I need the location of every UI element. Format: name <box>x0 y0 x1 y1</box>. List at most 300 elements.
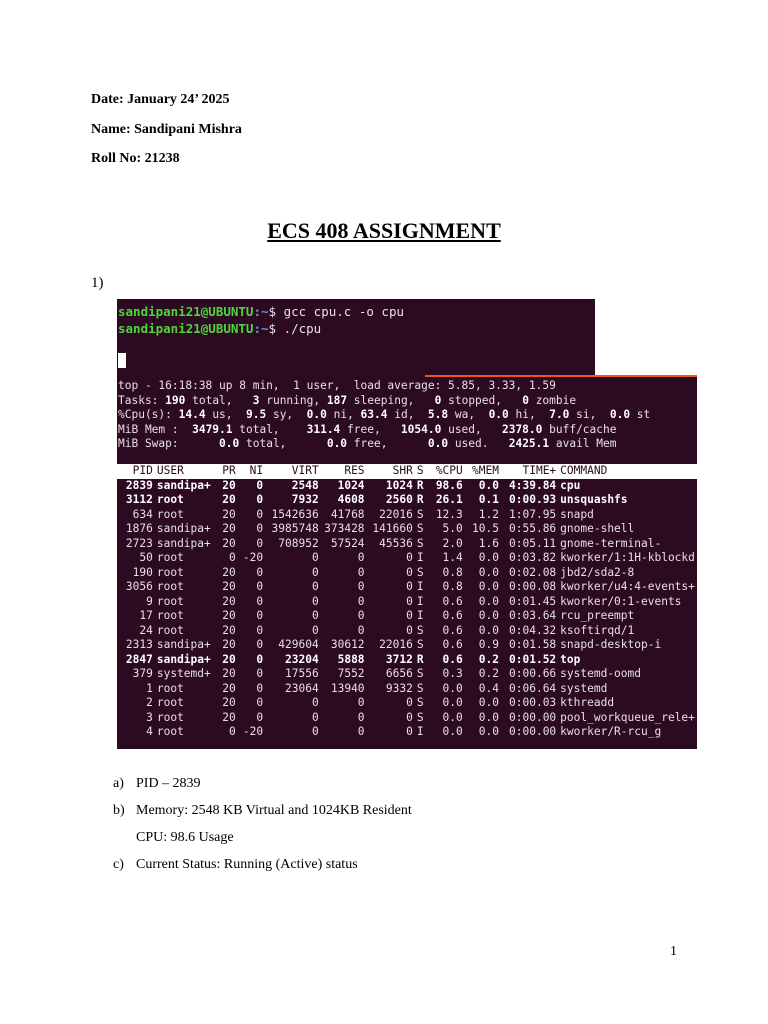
table-cell: 5888 <box>337 652 365 666</box>
table-cell: 0.0 <box>478 696 499 709</box>
table-cell: root <box>156 551 184 564</box>
table-cell: 20 <box>222 667 236 680</box>
table-cell: 0 <box>311 696 319 709</box>
table-cell: 1024 <box>337 478 365 492</box>
table-cell: 0 <box>311 609 319 622</box>
table-cell: 0.0 <box>478 609 499 622</box>
table-cell: 0 <box>406 551 413 564</box>
top-summary-segment: 1054.0 <box>400 422 442 436</box>
table-cell: 0 <box>406 565 413 579</box>
top-summary-segment: stopped, <box>441 393 523 407</box>
table-cell: 0 <box>406 623 413 637</box>
top-summary-segment: %Cpu(s): <box>118 408 179 422</box>
table-cell: 9332 <box>385 681 413 695</box>
table-cell: 0.0 <box>442 681 463 695</box>
table-cell: R <box>416 493 424 506</box>
top-summary-segment: si, <box>569 408 610 422</box>
table-cell: 0:55.86 <box>509 522 557 535</box>
table-cell: 17 <box>139 609 153 622</box>
table-cell: 373428 <box>324 522 365 535</box>
top-summary-segment: st <box>630 408 651 422</box>
table-cell: 0 <box>229 725 236 738</box>
table-cell: sandipa+ <box>156 536 211 550</box>
table-cell: 0.3 <box>442 667 463 680</box>
column-header: PR <box>214 464 237 479</box>
table-cell: 0:01.52 <box>509 652 557 666</box>
table-cell: unsquashfs <box>560 493 628 506</box>
table-cell: 0.9 <box>478 638 499 651</box>
top-summary-segment: 0.0 <box>219 437 240 451</box>
table-cell: 0 <box>357 594 365 608</box>
table-cell: 0 <box>256 696 264 709</box>
date-line: Date: January 24’ 2025 <box>91 92 230 107</box>
top-summary-line <box>118 423 616 438</box>
table-cell: 0 <box>406 710 413 724</box>
table-cell: 0.0 <box>478 580 499 593</box>
table-cell: 0 <box>406 696 413 709</box>
table-cell: 2 <box>146 696 153 709</box>
table-cell: sandipa+ <box>156 522 211 535</box>
top-summary-segment: 0.0 <box>326 437 348 451</box>
terminal-line-compile <box>118 304 404 319</box>
table-cell: 0 <box>406 609 413 622</box>
top-summary-segment: 0.0 <box>488 408 509 422</box>
table-cell: systemd+ <box>156 667 211 680</box>
table-cell: root <box>156 594 184 608</box>
table-cell: 3056 <box>125 580 153 593</box>
table-cell: 2560 <box>385 493 413 506</box>
table-cell: 1542636 <box>271 507 319 521</box>
table-cell: 0 <box>357 565 365 579</box>
table-cell: 9 <box>146 594 153 608</box>
table-cell: 0.6 <box>442 638 463 651</box>
table-cell: 0 <box>256 638 264 651</box>
table-cell: 57524 <box>330 536 365 550</box>
table-cell: 0.0 <box>478 623 499 637</box>
table-cell: 0 <box>256 667 264 680</box>
table-row <box>117 537 697 552</box>
table-row <box>117 696 697 711</box>
top-summary-segment: running, <box>259 393 327 407</box>
terminal-compile-screenshot <box>117 299 595 375</box>
top-summary-segment: 9.5 <box>246 408 267 422</box>
table-cell: 0:01.45 <box>509 594 557 608</box>
name-line: Name: Sandipani Mishra <box>91 122 242 137</box>
table-cell: kworker/1:1H-kblockd <box>560 551 695 564</box>
column-header: %MEM <box>465 464 501 479</box>
table-cell: S <box>416 507 424 521</box>
table-cell: 41768 <box>330 507 365 521</box>
top-summary-segment: wa, <box>448 408 489 422</box>
table-cell: 0 <box>256 478 264 492</box>
table-cell: systemd <box>560 681 608 695</box>
table-cell: 4608 <box>337 493 365 506</box>
page-number: 1 <box>670 944 677 959</box>
table-cell: 0 <box>256 594 264 608</box>
top-summary-segment: 0 <box>434 393 442 407</box>
process-table <box>117 464 697 740</box>
top-summary-segment: 190 <box>165 393 186 407</box>
table-cell: 0 <box>256 580 264 593</box>
table-cell: 10.5 <box>472 522 499 535</box>
top-summary-segment: id, <box>387 408 428 422</box>
table-cell: 1 <box>146 681 153 695</box>
column-header: %CPU <box>429 464 465 479</box>
table-cell: root <box>156 609 184 622</box>
column-header: NI <box>238 464 265 479</box>
prompt-path: :~ <box>253 304 269 319</box>
table-cell: 20 <box>222 696 236 709</box>
top-summary-segment: total, <box>239 437 327 451</box>
table-cell: 20 <box>222 507 236 521</box>
table-cell: 0.6 <box>442 609 463 622</box>
table-cell: 0.6 <box>442 623 463 637</box>
top-summary-segment: MiB Mem : <box>118 422 193 436</box>
compile-command: $ gcc cpu.c -o cpu <box>268 304 404 319</box>
table-cell: 0.6 <box>442 594 463 608</box>
top-summary-segment: 3479.1 <box>192 422 233 436</box>
table-row <box>117 653 697 668</box>
table-cell: 0 <box>311 551 319 564</box>
table-cell: 0:00.00 <box>509 725 557 738</box>
column-header: S <box>415 464 429 479</box>
table-row <box>117 624 697 639</box>
top-summary-segment: free, <box>347 437 428 451</box>
table-cell: 5.0 <box>442 522 463 535</box>
top-summary-segment: hi, <box>508 408 550 422</box>
table-cell: 23204 <box>285 652 319 666</box>
top-summary-segment: 0.0 <box>427 437 449 451</box>
table-cell: 26.1 <box>435 493 463 506</box>
table-cell: root <box>156 696 184 709</box>
table-cell: 0 <box>311 580 319 593</box>
table-cell: 0.8 <box>442 565 463 579</box>
table-cell: 0:04.32 <box>509 623 557 637</box>
table-cell: 429604 <box>278 638 319 651</box>
column-header: USER <box>155 464 215 479</box>
table-cell: S <box>416 710 424 724</box>
table-cell: 20 <box>222 681 236 695</box>
table-cell: S <box>416 681 424 695</box>
table-cell: 20 <box>222 565 236 579</box>
top-summary-segment: 2425.1 <box>508 437 550 451</box>
table-cell: 0 <box>357 696 365 709</box>
table-cell: 13940 <box>330 681 365 695</box>
table-cell: 3 <box>146 710 153 724</box>
table-cell: S <box>416 522 424 535</box>
table-cell: root <box>156 710 184 724</box>
top-summary-segment: top - 16:18:38 up 8 min, 1 user, load average: 5.85, 3.33, 1.59 <box>118 379 556 392</box>
table-row <box>117 609 697 624</box>
table-cell: sandipa+ <box>156 478 211 492</box>
table-cell: 23064 <box>285 681 319 695</box>
column-header: SHR <box>367 464 415 479</box>
table-cell: kworker/0:1-events <box>560 594 682 608</box>
table-cell: 1.6 <box>478 536 499 550</box>
table-cell: top <box>560 652 581 666</box>
table-cell: R <box>416 478 424 492</box>
table-cell: 0 <box>256 522 264 535</box>
table-cell: 3985748 <box>271 522 319 535</box>
top-summary-segment: sleeping, <box>347 393 435 407</box>
table-cell: 0:05.11 <box>509 536 557 550</box>
table-cell: 0.2 <box>478 652 499 666</box>
table-row <box>117 479 697 494</box>
table-cell: 98.6 <box>435 478 463 492</box>
table-cell: 0.8 <box>442 580 463 593</box>
table-cell: I <box>416 580 424 593</box>
table-row <box>117 566 697 581</box>
question-number: 1) <box>91 275 104 291</box>
table-cell: 0:06.64 <box>509 681 557 695</box>
table-cell: 0:00.00 <box>509 710 557 724</box>
top-summary-segment: Tasks: <box>118 393 166 407</box>
process-table-header <box>117 464 697 479</box>
table-cell: 20 <box>222 493 236 506</box>
table-cell: 20 <box>222 638 236 651</box>
table-cell: 0 <box>256 623 264 637</box>
roll-line: Roll No: 21238 <box>91 151 180 166</box>
terminal-line-run <box>118 321 321 336</box>
table-cell: 45536 <box>379 536 413 550</box>
table-cell: 0:00.03 <box>509 696 557 709</box>
prompt-user: sandipani21@UBUNTU <box>118 304 254 319</box>
table-cell: 190 <box>132 565 153 579</box>
terminal-cursor <box>118 353 126 368</box>
table-cell: 1.2 <box>478 507 499 521</box>
table-cell: 4:39.84 <box>509 478 557 492</box>
top-summary-segment: total, <box>185 393 253 407</box>
top-summary-segment: 3 <box>252 393 260 407</box>
top-summary-line <box>118 408 650 423</box>
table-cell: 0 <box>256 493 264 506</box>
table-cell: 2723 <box>125 536 153 550</box>
table-cell: root <box>156 681 184 695</box>
table-cell: kworker/R-rcu_g <box>560 725 662 738</box>
top-summary-segment: zombie <box>528 393 577 407</box>
table-cell: 0:02.08 <box>509 565 557 579</box>
top-summary-segment: buff/cache <box>542 422 617 436</box>
table-cell: 708952 <box>278 536 319 550</box>
table-cell: 4 <box>146 725 153 738</box>
table-cell: 1:07.95 <box>509 507 557 521</box>
prompt-path: :~ <box>253 321 269 336</box>
top-summary-segment: 63.4 <box>360 408 388 422</box>
table-cell: 0 <box>256 507 264 521</box>
table-cell: 2548 <box>291 478 319 492</box>
table-cell: 30612 <box>330 638 365 651</box>
top-summary-line <box>118 379 556 394</box>
table-row <box>117 682 697 697</box>
table-cell: 0 <box>311 725 319 738</box>
table-cell: 3112 <box>125 493 153 506</box>
table-cell: 0 <box>357 623 365 637</box>
table-row <box>117 711 697 726</box>
table-row <box>117 595 697 610</box>
table-row <box>117 580 697 595</box>
table-cell: 0 <box>256 536 264 550</box>
table-cell: 7932 <box>291 493 319 506</box>
top-summary-segment: used, <box>441 422 502 436</box>
table-cell: 0 <box>311 594 319 608</box>
table-cell: 0 <box>357 710 365 724</box>
table-cell: S <box>416 623 424 637</box>
table-cell: 0:03.64 <box>509 609 557 622</box>
table-cell: 1.4 <box>442 551 463 564</box>
table-row <box>117 493 697 508</box>
table-cell: sandipa+ <box>156 652 211 666</box>
table-cell: root <box>156 580 184 593</box>
column-header: RES <box>321 464 367 479</box>
table-row <box>117 725 697 740</box>
answer-a-text: PID – 2839 <box>136 776 201 791</box>
table-cell: 0.0 <box>478 565 499 579</box>
table-cell: pool_workqueue_rele+ <box>560 710 695 724</box>
table-cell: 0 <box>256 681 264 695</box>
top-summary-line <box>118 394 576 409</box>
table-cell: 0 <box>256 652 264 666</box>
table-cell: kthreadd <box>560 696 615 709</box>
table-cell: 20 <box>222 623 236 637</box>
table-cell: 0 <box>406 580 413 593</box>
table-cell: 0:01.58 <box>509 638 557 651</box>
table-cell: 17556 <box>285 667 319 680</box>
table-cell: 0:03.82 <box>509 551 557 564</box>
table-cell: 0.1 <box>478 493 499 506</box>
top-summary-segment: 187 <box>326 393 348 407</box>
table-cell: 0.6 <box>442 652 463 666</box>
table-cell: 7552 <box>337 667 365 680</box>
table-cell: 379 <box>132 667 153 680</box>
table-cell: I <box>416 725 424 738</box>
run-command: $ ./cpu <box>268 321 322 336</box>
table-cell: 0.0 <box>442 710 463 724</box>
table-cell: I <box>416 609 424 622</box>
column-header: PID <box>117 464 155 479</box>
table-cell: 0 <box>406 725 413 738</box>
table-cell: 634 <box>132 507 153 521</box>
table-cell: 50 <box>139 551 153 564</box>
table-cell: 20 <box>222 478 236 492</box>
table-cell: 0.0 <box>478 478 499 492</box>
table-cell: 0 <box>357 580 365 593</box>
table-cell: gnome-terminal- <box>560 536 662 550</box>
table-cell: 20 <box>222 580 236 593</box>
table-cell: 0:00.66 <box>509 667 557 680</box>
window-accent-bar <box>425 375 697 377</box>
table-cell: 2.0 <box>442 536 463 550</box>
table-cell: kworker/u4:4-events+ <box>560 580 695 593</box>
table-cell: 0:00.08 <box>509 580 557 593</box>
table-cell: jbd2/sda2-8 <box>560 565 635 579</box>
top-output-screenshot <box>117 375 697 749</box>
column-header: TIME+ <box>501 464 558 479</box>
table-cell: -20 <box>242 725 264 738</box>
table-cell: 0 <box>357 609 365 622</box>
answer-a-label: a) <box>113 776 124 791</box>
table-cell: 20 <box>222 609 236 622</box>
table-cell: ksoftirqd/1 <box>560 623 635 637</box>
table-cell: R <box>416 652 424 666</box>
table-cell: 6656 <box>385 667 413 680</box>
table-cell: 0 <box>256 565 264 579</box>
table-cell: 0.0 <box>478 710 499 724</box>
top-summary-segment: 7.0 <box>549 408 570 422</box>
table-cell: 0.0 <box>442 725 463 738</box>
answer-c-text: Current Status: Running (Active) status <box>136 857 358 872</box>
table-cell: root <box>156 507 184 521</box>
table-cell: S <box>416 536 424 550</box>
table-cell: 0 <box>311 710 319 724</box>
top-summary-segment: avail Mem <box>549 437 617 451</box>
table-cell: 0 <box>256 710 264 724</box>
top-summary-segment: 0.0 <box>306 408 327 422</box>
answer-b-label: b) <box>113 803 125 818</box>
top-summary-segment: 14.4 <box>178 408 206 422</box>
table-cell: rcu_preempt <box>560 609 635 622</box>
table-cell: 22016 <box>379 507 413 521</box>
table-row <box>117 667 697 682</box>
table-cell: I <box>416 594 424 608</box>
answer-b-text: Memory: 2548 KB Virtual and 1024KB Resident <box>136 803 412 818</box>
table-cell: 1024 <box>385 478 413 492</box>
top-summary-segment: us, <box>205 408 246 422</box>
table-cell: 20 <box>222 522 236 535</box>
table-cell: 0.4 <box>478 681 499 695</box>
table-cell: 0 <box>229 551 236 564</box>
column-header: COMMAND <box>558 464 697 479</box>
table-cell: 0 <box>406 594 413 608</box>
table-cell: S <box>416 638 424 651</box>
table-cell: 2847 <box>125 652 153 666</box>
table-cell: 0 <box>357 725 365 738</box>
table-cell: 20 <box>222 710 236 724</box>
table-cell: 2839 <box>125 478 153 492</box>
table-cell: 0.0 <box>478 551 499 564</box>
table-cell: 0 <box>256 609 264 622</box>
table-cell: root <box>156 725 184 738</box>
table-cell: sandipa+ <box>156 638 211 651</box>
answer-c-label: c) <box>113 857 124 872</box>
table-cell: I <box>416 551 424 564</box>
top-summary-segment: 0.0 <box>609 408 631 422</box>
answer-b-cpu-text: CPU: 98.6 Usage <box>136 830 234 845</box>
table-row <box>117 522 697 537</box>
table-cell: root <box>156 623 184 637</box>
table-row <box>117 638 697 653</box>
table-row <box>117 551 697 566</box>
top-summary-segment: 2378.0 <box>501 422 543 436</box>
table-cell: S <box>416 565 424 579</box>
prompt-user: sandipani21@UBUNTU <box>118 321 254 336</box>
table-cell: 2313 <box>125 638 153 651</box>
table-cell: 0.2 <box>478 667 499 680</box>
top-summary-segment: total, <box>232 422 307 436</box>
top-summary-segment: sy, <box>266 408 307 422</box>
top-summary-segment: 0 <box>522 393 529 407</box>
table-cell: 1876 <box>125 522 153 535</box>
top-summary-segment: ni, <box>326 408 361 422</box>
table-cell: 20 <box>222 594 236 608</box>
table-cell: 3712 <box>385 652 413 666</box>
table-cell: 0 <box>311 565 319 579</box>
table-cell: 24 <box>139 623 153 637</box>
table-cell: 0:00.93 <box>509 493 557 506</box>
table-cell: 0 <box>311 623 319 637</box>
table-cell: 12.3 <box>435 507 463 521</box>
table-cell: 20 <box>222 536 236 550</box>
table-cell: root <box>156 493 184 506</box>
